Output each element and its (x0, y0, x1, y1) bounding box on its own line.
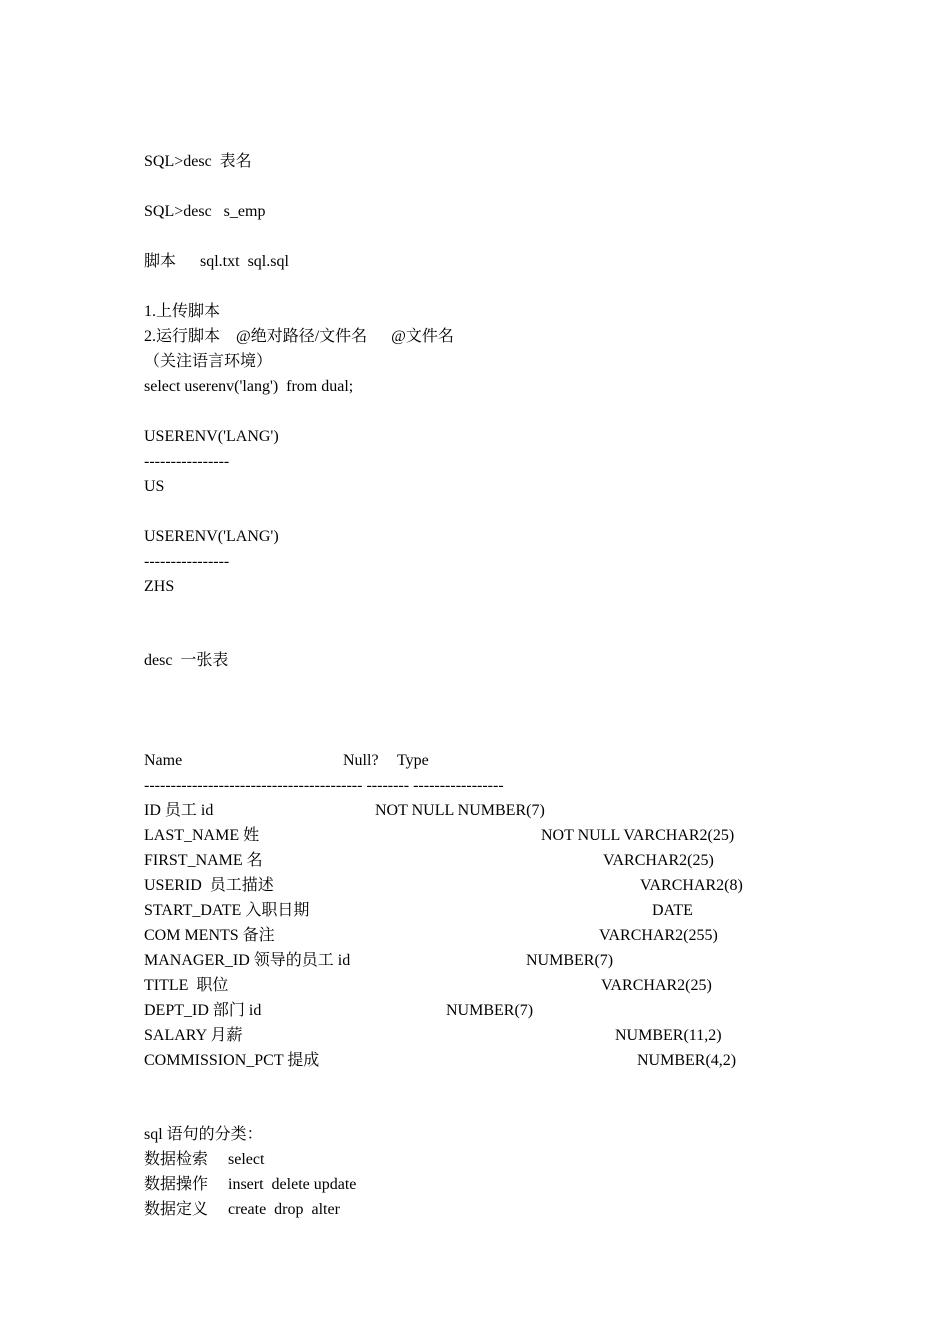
table-header-name: Name (144, 752, 183, 769)
desc-table-name-line: SQL>desc 表名 (144, 153, 252, 170)
classification-commands: create drop alter (228, 1201, 340, 1218)
table-header-type: Type (397, 752, 429, 769)
classification-category: 数据操作 (144, 1176, 209, 1193)
table-row-name: COM MENTS 备注 (144, 927, 275, 944)
userenv-header-2: USERENV('LANG') (144, 528, 279, 545)
userenv-separator-2: ---------------- (144, 553, 230, 570)
desc-one-table-line: desc 一张表 (144, 652, 229, 669)
table-row-name: LAST_NAME 姓 (144, 827, 260, 844)
classification-commands: select (228, 1151, 265, 1168)
table-header-null: Null? (343, 752, 379, 769)
table-row-name: START_DATE 入职日期 (144, 902, 310, 919)
table-row-name: MANAGER_ID 领导的员工 id (144, 952, 351, 969)
userenv-header-1: USERENV('LANG') (144, 428, 279, 445)
classification-category: 数据定义 (144, 1201, 209, 1218)
desc-s-emp-line: SQL>desc s_emp (144, 203, 266, 220)
classification-category: 数据检索 (144, 1151, 209, 1168)
select-userenv-line: select userenv('lang') from dual; (144, 378, 354, 395)
lang-note-line: （关注语言环境） (144, 353, 273, 370)
table-row-name: TITLE 职位 (144, 977, 229, 994)
table-row-type: VARCHAR2(255) (599, 927, 718, 944)
table-row-type: NUMBER(4,2) (637, 1052, 737, 1069)
table-row-name: SALARY 月薪 (144, 1027, 243, 1044)
table-row-type: DATE (652, 902, 693, 919)
table-row-type: VARCHAR2(25) (603, 852, 714, 869)
table-row-name: USERID 员工描述 (144, 877, 274, 894)
step1-line: 1.上传脚本 (144, 303, 221, 320)
userenv-value-1: US (144, 478, 165, 495)
script-line: 脚本 sql.txt sql.sql (144, 253, 289, 270)
table-row-name: ID 员工 id (144, 802, 214, 819)
table-row-type: VARCHAR2(8) (640, 877, 743, 894)
table-row-type: NUMBER(7) (526, 952, 614, 969)
table-row-name: DEPT_ID 部门 id (144, 1002, 262, 1019)
table-row-type: NOT NULL VARCHAR2(25) (541, 827, 735, 844)
table-separator: ----------------------------------------- -------- ----------------- (144, 777, 504, 794)
table-row-type: NOT NULL NUMBER(7) (375, 802, 545, 819)
userenv-value-2: ZHS (144, 578, 175, 595)
classification-commands: insert delete update (228, 1176, 357, 1193)
step2-line: 2.运行脚本 @绝对路径/文件名 @文件名 (144, 328, 454, 345)
table-row-type: NUMBER(7) (446, 1002, 534, 1019)
table-row-type: NUMBER(11,2) (615, 1027, 722, 1044)
classification-title: sql 语句的分类： (144, 1126, 263, 1143)
table-row-name: COMMISSION_PCT 提成 (144, 1052, 320, 1069)
table-row-type: VARCHAR2(25) (601, 977, 712, 994)
userenv-separator-1: ---------------- (144, 453, 230, 470)
table-row-name: FIRST_NAME 名 (144, 852, 263, 869)
